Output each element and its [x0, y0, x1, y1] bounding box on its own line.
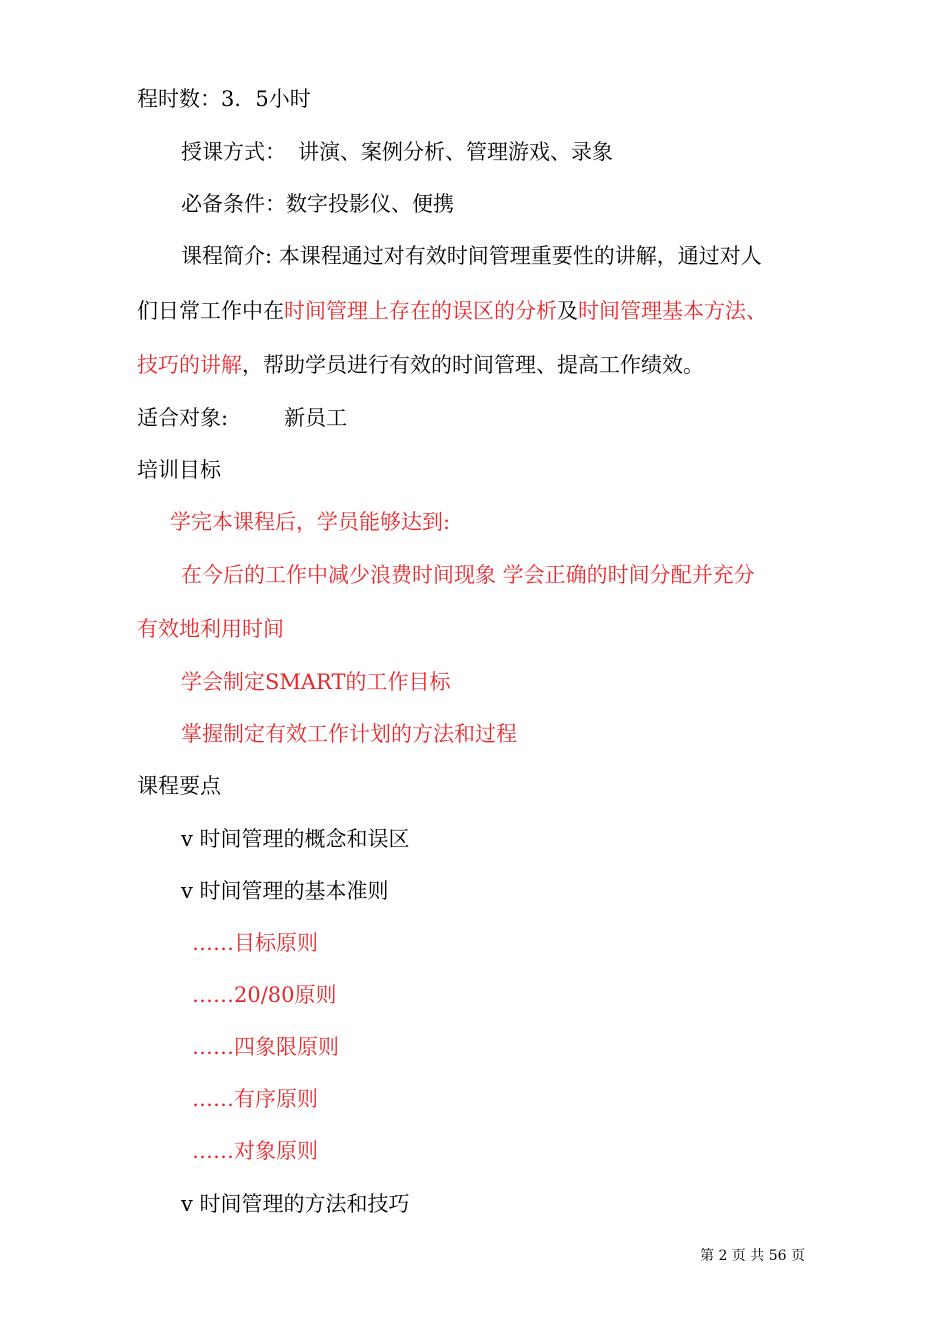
goals-lead: 学完本课程后，学员能够达到: — [170, 510, 451, 534]
principle-3: ……四象限原则 — [192, 1035, 339, 1059]
goals-heading: 培训目标 — [137, 458, 221, 482]
course-intro-line-3 — [137, 350, 704, 380]
point-3: v 时间管理的方法和技巧 — [181, 1192, 410, 1216]
intro-highlight-methods: 时间管理基本方法、 — [578, 299, 767, 323]
goal-2: 学会制定SMART的工作目标 — [181, 670, 451, 694]
intro-highlight-misconceptions: 时间管理上存在的误区的分析 — [284, 299, 557, 323]
target-audience — [137, 403, 347, 433]
principle-5: ……对象原则 — [192, 1139, 318, 1163]
audience-value: 新员工 — [284, 406, 348, 430]
intro-text: 们日常工作中在 — [137, 299, 284, 323]
course-intro-line-1: 课程简介: 本课程通过对有效时间管理重要性的讲解，通过对人 — [181, 244, 762, 268]
page-number-footer: 第 2 页 共 56 页 — [700, 1248, 805, 1264]
principle-4: ……有序原则 — [192, 1087, 318, 1111]
goal-1-line-1: 在今后的工作中减少浪费时间现象 学会正确的时间分配并充分 — [181, 563, 755, 587]
requirements: 必备条件：数字投影仪、便携 — [181, 192, 454, 216]
intro-text: 及 — [557, 299, 578, 323]
teaching-method — [181, 137, 613, 167]
teaching-method-label: 授课方式： — [181, 140, 286, 164]
point-2: v 时间管理的基本准则 — [181, 879, 389, 903]
intro-highlight-skills: 技巧的讲解 — [137, 353, 242, 377]
goal-1-line-2: 有效地利用时间 — [137, 617, 284, 641]
goal-3: 掌握制定有效工作计划的方法和过程 — [181, 722, 517, 746]
principle-1: ……目标原则 — [192, 931, 318, 955]
intro-text: ，帮助学员进行有效的时间管理、提高工作绩效。 — [242, 353, 704, 377]
course-intro-line-2 — [137, 296, 767, 326]
points-heading: 课程要点 — [137, 774, 221, 798]
principle-2: ……20/80原则 — [192, 983, 337, 1007]
point-1: v 时间管理的概念和误区 — [181, 827, 410, 851]
audience-label: 适合对象: — [137, 406, 229, 430]
course-hours: 程时数：3．5小时 — [137, 87, 311, 111]
teaching-method-value: 讲演、案例分析、管理游戏、录象 — [298, 140, 613, 164]
